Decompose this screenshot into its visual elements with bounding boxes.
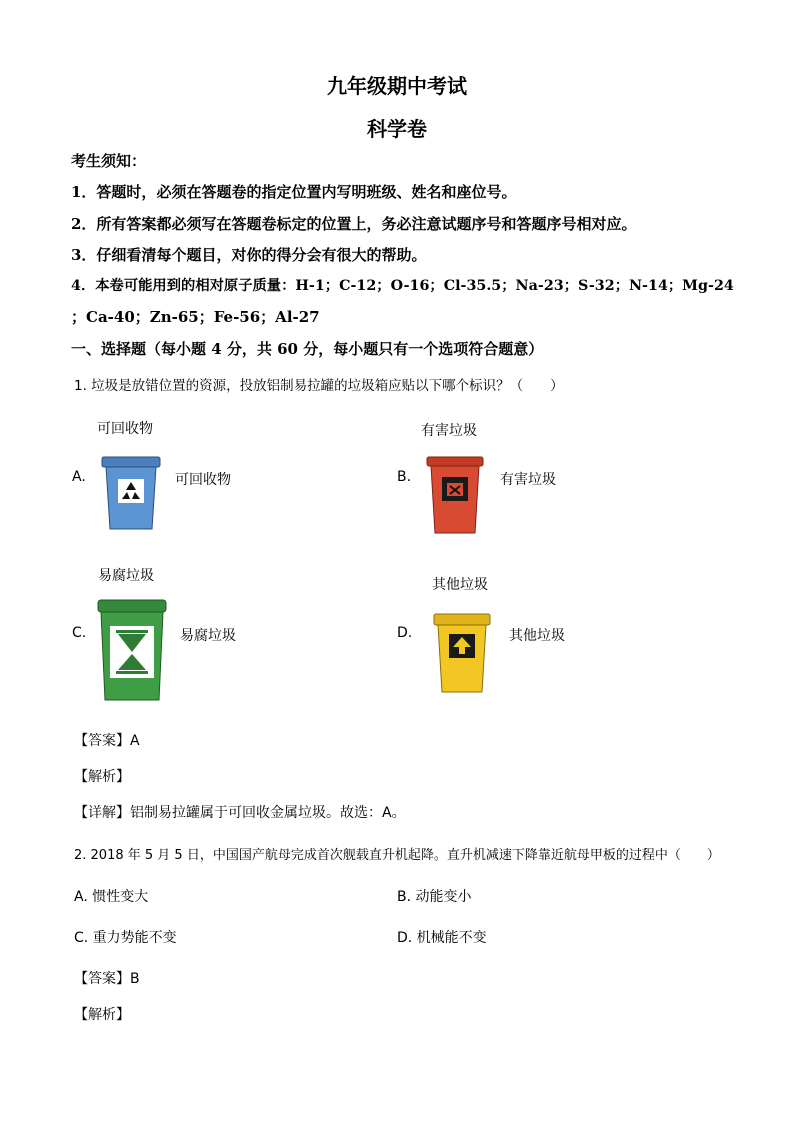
option-c-label: 易腐垃圾: [180, 628, 236, 644]
option-d-letter: D.: [397, 625, 413, 641]
option-a-letter: A.: [72, 469, 86, 485]
question-1-answer: 【答案】A: [74, 733, 140, 749]
notice-item-1: 1．答题时，必须在答题卷的指定位置内写明班级、姓名和座位号。: [71, 183, 517, 201]
question-2-option-a: A. 惯性变大: [74, 889, 149, 905]
question-2-option-d: D. 机械能不变: [397, 930, 487, 946]
page-subtitle: 科学卷: [367, 117, 427, 141]
option-a-label: 可回收物: [175, 472, 231, 488]
notice-item-4: 4．本卷可能用到的相对原子质量：H-1；C-12；O-16；Cl-35.5；Na-23；S-32；N-14；Mg-24: [71, 278, 734, 294]
question-2-stem: 2. 2018 年 5 月 5 日，中国国产航母完成首次舰载直升机起降。直升机减速下降靠近航母甲板的过程中（ ）: [74, 848, 720, 863]
notice-item-4-cont: ；Ca-40；Zn-65；Fe-56；Al-27: [71, 308, 320, 326]
option-b-letter: B.: [397, 469, 412, 485]
food-waste-bin-icon: [96, 598, 168, 704]
notice-item-3: 3．仔细看清每个题目，对你的得分会有很大的帮助。: [71, 246, 427, 264]
recycle-bin-icon: [100, 455, 162, 533]
page-title: 九年级期中考试: [327, 74, 467, 98]
option-a-caption: 可回收物: [97, 421, 153, 437]
option-c-caption: 易腐垃圾: [98, 568, 154, 584]
question-2-answer: 【答案】B: [74, 971, 140, 987]
question-2-analysis: 【解析】: [74, 1007, 130, 1023]
question-2-option-c: C. 重力势能不变: [74, 930, 177, 946]
notice-item-2: 2．所有答案都必须写在答题卷标定的位置上，务必注意试题序号和答题序号相对应。: [71, 215, 637, 233]
question-1-stem: 1. 垃圾是放错位置的资源，投放铝制易拉罐的垃圾箱应贴以下哪个标识？（ ）: [74, 378, 564, 394]
notice-heading: 考生须知：: [71, 152, 147, 170]
hazard-symbol-icon: [447, 483, 463, 496]
other-waste-bin-icon: [432, 612, 492, 696]
question-2-option-b: B. 动能变小: [397, 889, 472, 905]
hazardous-bin-icon: [425, 455, 485, 537]
option-c-letter: C.: [72, 625, 87, 641]
question-1-analysis: 【解析】: [74, 769, 130, 785]
option-b-label: 有害垃圾: [500, 472, 556, 488]
question-1-detail: 【详解】铝制易拉罐属于可回收金属垃圾。故选：A。: [74, 805, 406, 821]
section-heading: 一、选择题（每小题 4 分，共 60 分，每小题只有一个选项符合题意）: [71, 340, 544, 358]
option-b-caption: 有害垃圾: [421, 423, 477, 439]
option-d-label: 其他垃圾: [509, 628, 565, 644]
option-d-caption: 其他垃圾: [432, 577, 488, 593]
